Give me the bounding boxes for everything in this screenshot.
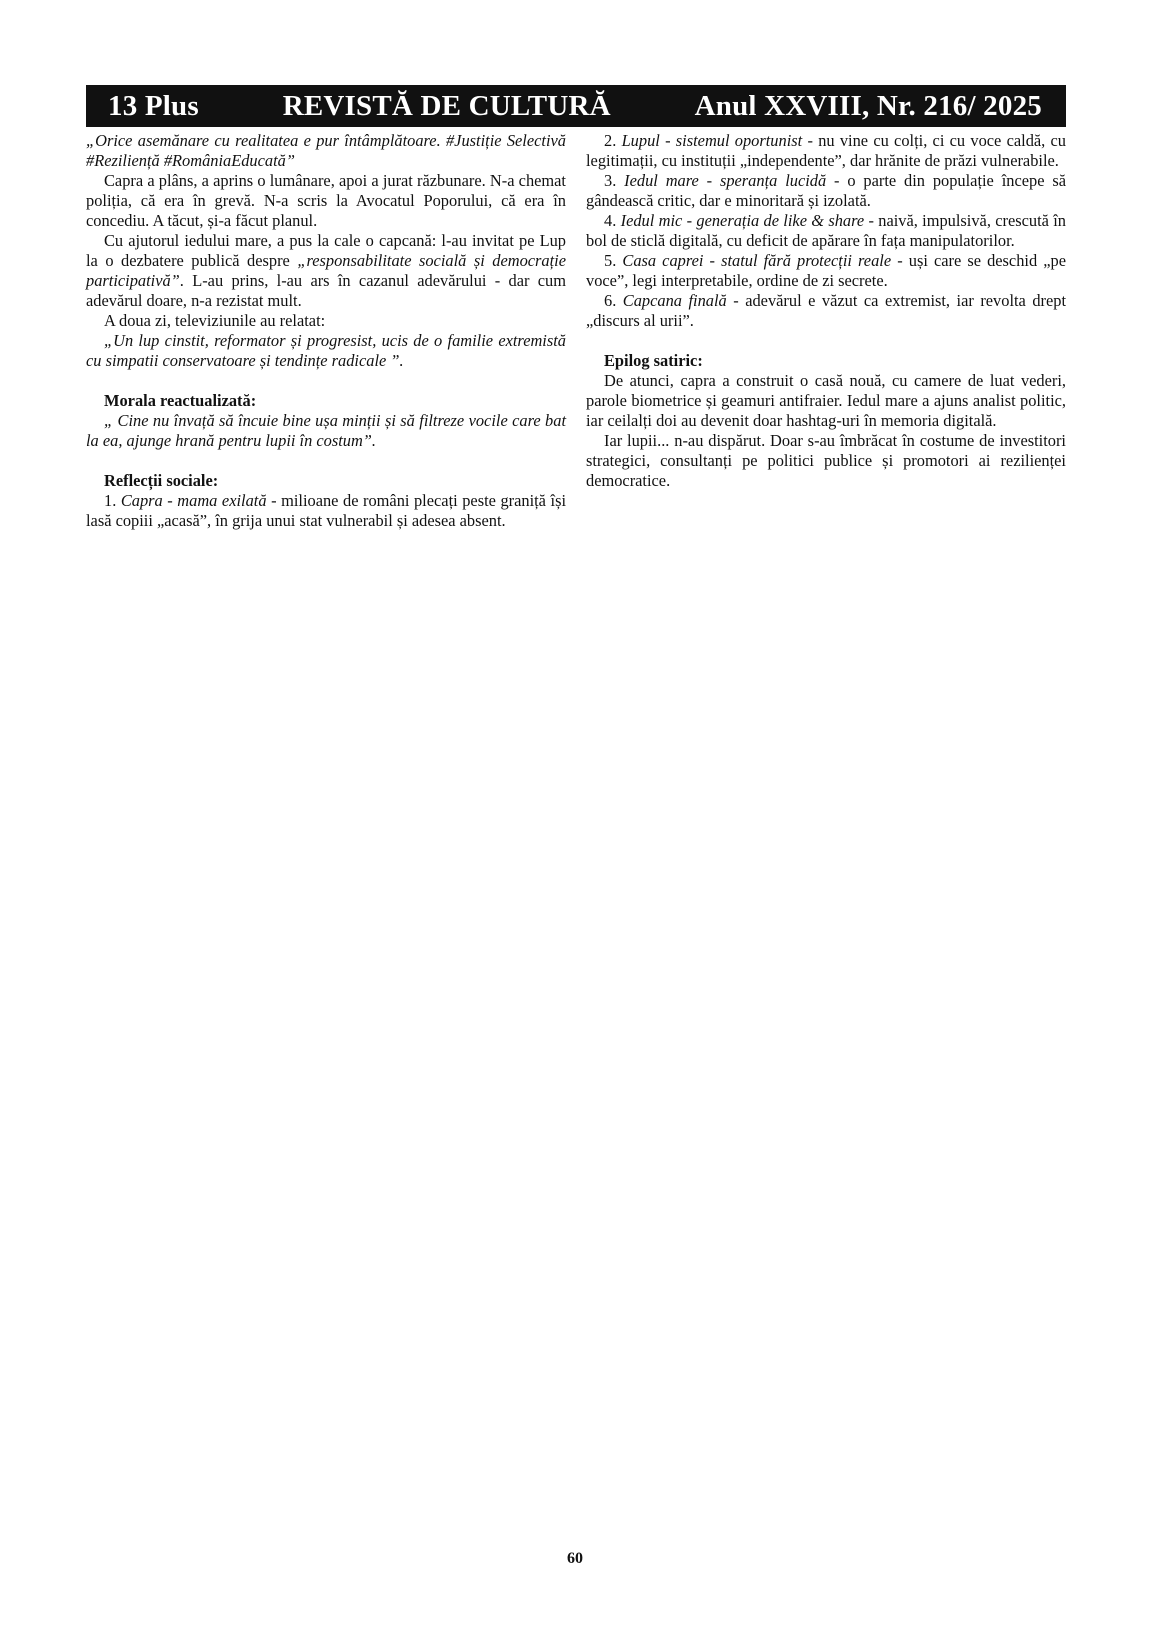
reflection-3-text: - o parte din populație începe să gândească critic, dar e minoritară și izolată. [586, 171, 1066, 210]
reflection-4 [586, 211, 1066, 251]
reflection-6-title: Capcana finală [622, 291, 727, 310]
epilog-heading: Epilog satiric: [604, 351, 703, 370]
reflection-5-title: Casa caprei - statul fără protecții reale [622, 251, 892, 270]
moral-heading: Morala reactualizată: [104, 391, 257, 410]
reflection-6-number: 6. [604, 291, 623, 310]
header-year-number: Anul XXVIII, Nr. 216/ 2025 [694, 89, 1042, 122]
reflection-6-text: - adevărul e văzut ca extremist, iar revolta drept „discurs al urii”. [586, 291, 1067, 330]
header-magazine-title: REVISTĂ DE CULTURĂ [282, 89, 611, 122]
reflection-4-title: Iedul mic - generația de like & share [620, 211, 865, 230]
right-column [586, 131, 1066, 491]
reflection-3 [586, 171, 1066, 211]
paragraph-capcana-end: . L-au prins, l-au ars în cazanul adevărului - dar cum adevărul doare, n-a rezistat mult. [86, 271, 566, 310]
reflection-1-title: Capra - mama exilată [120, 491, 267, 510]
reflection-1-number: 1. [104, 491, 121, 510]
reflection-2-title: Lupul - sistemul oportunist [621, 131, 803, 150]
reflection-5-number: 5. [604, 251, 623, 270]
reflections-heading: Reflecții sociale: [104, 471, 219, 490]
magazine-header [86, 85, 1066, 127]
epilog-paragraph-1: De atunci, capra a construit o casă nouă, cu camere de luat vederi, parole biometrice și geamuri antifraier. Iedul mare a ajuns analist politic, iar ceilalți doi au devenit doar hashtag-uri în memoria digitală. [586, 371, 1066, 430]
paragraph-capcana-quote: „responsabilitate socială și democrație participativă” [86, 251, 566, 290]
reflection-1 [86, 491, 566, 531]
header-issue-name: 13 Plus [108, 89, 199, 122]
reflection-3-title: Iedul mare - speranța lucidă [624, 171, 827, 190]
reflection-4-text: - naivă, impulsivă, crescută în bol de sticlă digitală, cu deficit de apărare în fața manipulatorilor. [586, 211, 1066, 250]
reflection-2 [586, 131, 1066, 171]
spacer [586, 331, 1066, 351]
reflection-1-text: - milioane de români plecați peste graniță își lasă copiii „acasă”, în grija unui stat vulnerabil și adesea absent. [86, 491, 566, 530]
page-number: 60 [567, 1550, 583, 1567]
paragraph-capcana-start: Cu ajutorul iedului mare, a pus la cale o capcană: l-au invitat pe Lup la o dezbatere publică despre [86, 231, 566, 270]
left-column [86, 131, 566, 531]
spacer [86, 451, 566, 471]
reflection-3-number: 3. [604, 171, 625, 190]
disclaimer: „Orice asemănare cu realitatea e pur întâmplătoare. #Justiție Selectivă #Reziliență #RomâniaEducată” [86, 131, 566, 170]
reflection-4-number: 4. [604, 211, 621, 230]
epilog-paragraph-2: Iar lupii... n-au dispărut. Doar s-au îmbrăcat în costume de investitori strategici, consultanți pe politici publice și promotori ai rezilienței democratice. [586, 431, 1066, 490]
paragraph-lup-citat: „Un lup cinstit, reformator și progresist, ucis de o familie extremistă cu simpatii conservatoare și tendințe radicale ”. [86, 331, 566, 370]
spacer [86, 371, 566, 391]
reflection-2-number: 2. [604, 131, 622, 150]
moral-text: „ Cine nu învață să încuie bine ușa minții și să filtreze vocile care bat la ea, ajunge hrană pentru lupii în costum”. [86, 411, 566, 450]
paragraph-capcana [86, 231, 566, 311]
paragraph-televiziuni: A doua zi, televiziunile au relatat: [104, 311, 326, 330]
reflection-5 [586, 251, 1066, 291]
reflection-2-text: - nu vine cu colți, ci cu voce caldă, cu legitimații, cu instituții „independente”, dar hrănite de prăzi vulnerabile. [586, 131, 1066, 170]
paragraph-capra: Capra a plâns, a aprins o lumânare, apoi a jurat răzbunare. N-a chemat poliția, că era în grevă. N-a scris la Avocatul Poporului, că era în concediu. A tăcut, și-a făcut planul. [86, 171, 566, 230]
reflection-6 [586, 291, 1066, 331]
reflection-5-text: - uși care se deschid „pe voce”, legi interpretabile, ordine de zi secrete. [586, 251, 1066, 290]
